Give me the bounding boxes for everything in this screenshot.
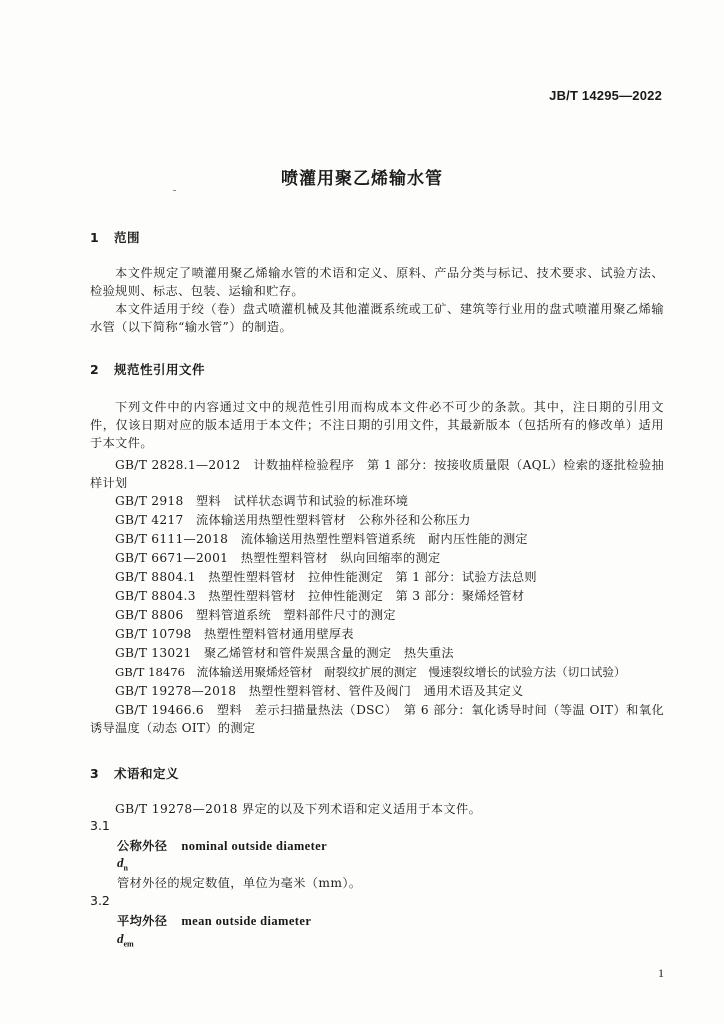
section-2-heading bbox=[90, 360, 205, 378]
symbol-subscript: n bbox=[123, 863, 128, 873]
references-intro: 下列文件中的内容通过文中的规范性引用而构成本文件必不可少的条款。其中，注日期的引用文件，仅该日期对应的版本适用于本文件；不注日期的引用文件，其最新版本（包括所有的修改单）适用于本文件。 bbox=[90, 400, 664, 450]
document-title: 喷灌用聚乙烯输水管 bbox=[281, 169, 443, 189]
reference-item: GB/T 4217 流体输送用热塑性塑料管材 公称外径和公称压力 bbox=[115, 513, 471, 527]
reference-item: GB/T 8806 塑料管道系统 塑料部件尺寸的测定 bbox=[115, 608, 396, 622]
reference-item: GB/T 10798 热塑性塑料管材通用壁厚表 bbox=[115, 627, 354, 641]
term-name bbox=[117, 837, 327, 854]
reference-item: GB/T 8804.3 热塑性塑料管材 拉伸性能测定 第 3 部分：聚烯烃管材 bbox=[115, 589, 525, 603]
section-number: 3 bbox=[90, 766, 100, 781]
scan-speck bbox=[173, 190, 176, 191]
reference-item: GB/T 6671—2001 热塑性塑料管材 纵向回缩率的测定 bbox=[115, 551, 441, 565]
term-number: 3.2 bbox=[90, 893, 110, 908]
section-title: 范围 bbox=[114, 230, 141, 245]
term-symbol bbox=[117, 855, 128, 873]
page-number: 1 bbox=[658, 966, 664, 980]
scope-paragraph-2: 本文件适用于绞（卷）盘式喷灌机械及其他灌溉系统或工矿、建筑等行业用的盘式喷灌用聚乙烯输水管（以下简称“输水管”）的制造。 bbox=[90, 302, 664, 334]
reference-item: GB/T 19466.6 塑料 差示扫描量热法（DSC） 第 6 部分：氧化诱导时间（等温 OIT）和氧化诱导温度（动态 OIT）的测定 bbox=[90, 703, 664, 735]
section-number: 1 bbox=[90, 230, 100, 245]
section-1-heading bbox=[90, 228, 140, 246]
standard-code: JB/T 14295—2022 bbox=[549, 88, 662, 103]
reference-item: GB/T 19278—2018 热塑性塑料管材、管件及阀门 通用术语及其定义 bbox=[115, 684, 524, 698]
section-3-heading bbox=[90, 764, 179, 782]
section-title: 术语和定义 bbox=[114, 766, 180, 781]
term-number: 3.1 bbox=[90, 818, 110, 833]
reference-item: GB/T 6111—2018 流体输送用热塑性塑料管道系统 耐内压性能的测定 bbox=[115, 532, 528, 546]
section-number: 2 bbox=[90, 362, 100, 377]
symbol-base: d bbox=[117, 855, 124, 870]
term-name-zh: 平均外径 bbox=[117, 914, 168, 928]
term-name-zh: 公称外径 bbox=[117, 839, 168, 853]
symbol-subscript: em bbox=[123, 939, 134, 949]
section-title: 规范性引用文件 bbox=[114, 362, 206, 377]
reference-item: GB/T 2918 塑料 试样状态调节和试验的标准环境 bbox=[115, 494, 409, 508]
term-definition: 管材外径的规定数值，单位为毫米（mm）。 bbox=[117, 876, 362, 890]
term-name-en: mean outside diameter bbox=[181, 914, 312, 928]
reference-item: GB/T 18476 流体输送用聚烯烃管材 耐裂纹扩展的测定 慢速裂纹增长的试验方法（切口试验） bbox=[115, 665, 626, 679]
reference-item: GB/T 2828.1—2012 计数抽样检验程序 第 1 部分：按接收质量限（AQL）检索的逐批检验抽样计划 bbox=[90, 458, 664, 490]
term-name-en: nominal outside diameter bbox=[181, 839, 328, 853]
terms-intro: GB/T 19278—2018 界定的以及下列术语和定义适用于本文件。 bbox=[115, 802, 482, 816]
symbol-base: d bbox=[117, 931, 124, 946]
reference-item: GB/T 13021 聚乙烯管材和管件炭黑含量的测定 热失重法 bbox=[115, 646, 454, 660]
reference-item: GB/T 8804.1 热塑性塑料管材 拉伸性能测定 第 1 部分：试验方法总则 bbox=[115, 570, 537, 584]
scope-paragraph-1: 本文件规定了喷灌用聚乙烯输水管的术语和定义、原料、产品分类与标记、技术要求、试验方法、检验规则、标志、包装、运输和贮存。 bbox=[90, 266, 664, 298]
term-name bbox=[117, 912, 311, 929]
term-symbol bbox=[117, 931, 134, 949]
